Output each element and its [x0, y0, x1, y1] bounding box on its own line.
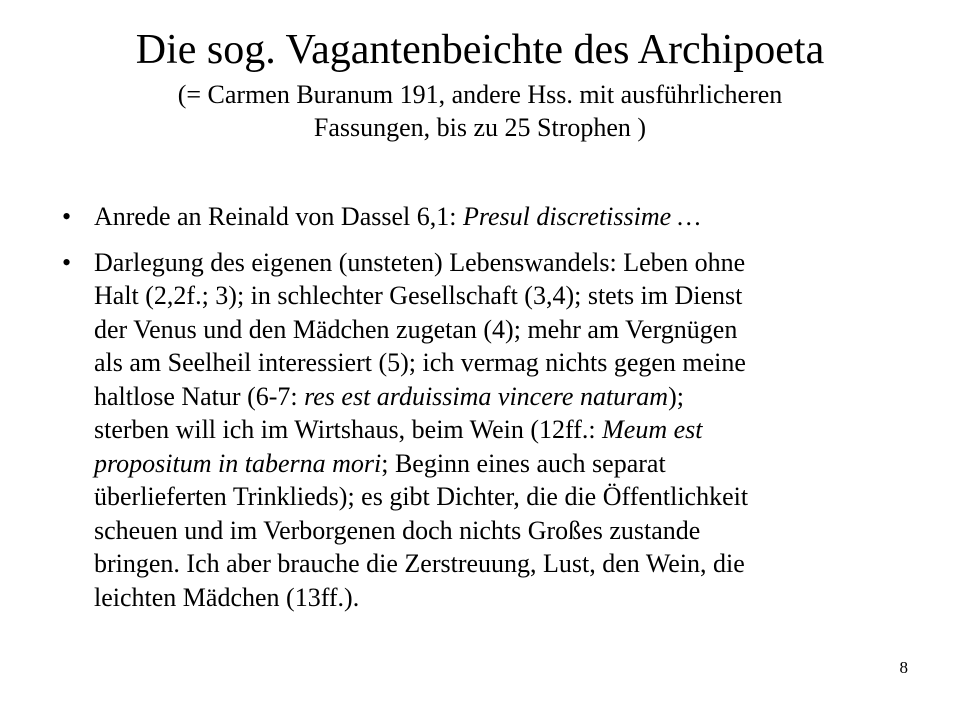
slide-title: Die sog. Vagantenbeichte des Archipoeta [135, 27, 825, 73]
subtitle-line-1: (= Carmen Buranum 191, andere Hss. mit ausführlicheren [177, 80, 783, 109]
bullet-2-line-11: leichten Mädchen (13ff.). [94, 582, 360, 612]
bullet-text-1 [94, 200, 922, 234]
bullet-2-line-5 [94, 380, 922, 414]
bullet-2-line-7-b: ; Beginn eines auch separat [381, 448, 666, 478]
page-number: 8 [899, 658, 908, 677]
bullet-2-line-1: Darlegung des eigenen (unsteten) Lebenswandels: Leben ohne [94, 247, 746, 277]
bullet-text-2 [94, 246, 922, 615]
bullet-2-line-5-a: haltlose Natur (6-7: [94, 381, 305, 411]
bullet-item-1 [62, 200, 922, 234]
bullet-icon: • [62, 202, 72, 231]
title-block [40, 26, 920, 144]
bullet-2-line-7 [94, 447, 922, 481]
bullet-2-line-10: bringen. Ich aber brauche die Zerstreuung, Lust, den Wein, die [94, 549, 745, 578]
bullet-item-2 [62, 246, 922, 615]
bullet-list [62, 200, 922, 626]
bullet-2-line-8: überlieferten Trinklieds); es gibt Dichter, die die Öffentlichkeit [94, 482, 749, 511]
bullet-1-plain: Anrede an Reinald von Dassel 6,1: [94, 202, 463, 231]
bullet-2-line-7-italic: propositum in taberna mori [94, 448, 382, 478]
subtitle-line-2: Fassungen, bis zu 25 Strophen ) [313, 113, 647, 142]
bullet-2-line-6 [94, 413, 922, 447]
bullet-2-line-5-b: ); [668, 381, 684, 411]
bullet-2-line-3: der Venus und den Mädchen zugetan (4); mehr am Vergnügen [94, 314, 738, 344]
bullet-2-line-4: als am Seelheil interessiert (5); ich vermag nichts gegen meine [94, 348, 746, 377]
bullet-1-italic: Presul discretissime … [462, 202, 701, 231]
slide-subtitle [40, 78, 920, 144]
bullet-2-line-5-italic: res est arduissima vincere naturam [304, 381, 669, 411]
bullet-icon: • [62, 247, 72, 277]
bullet-2-line-6-italic: Meum est [602, 415, 703, 444]
bullet-1-line [94, 200, 922, 234]
bullet-2-line-6-a: sterben will ich im Wirtshaus, beim Wein (12ff.: [94, 415, 603, 444]
bullet-2-line-2: Halt (2,2f.; 3); in schlechter Gesellschaft (3,4); stets im Dienst [94, 281, 743, 310]
bullet-2-line-9: scheuen und im Verborgenen doch nichts Großes zustande [94, 515, 701, 545]
